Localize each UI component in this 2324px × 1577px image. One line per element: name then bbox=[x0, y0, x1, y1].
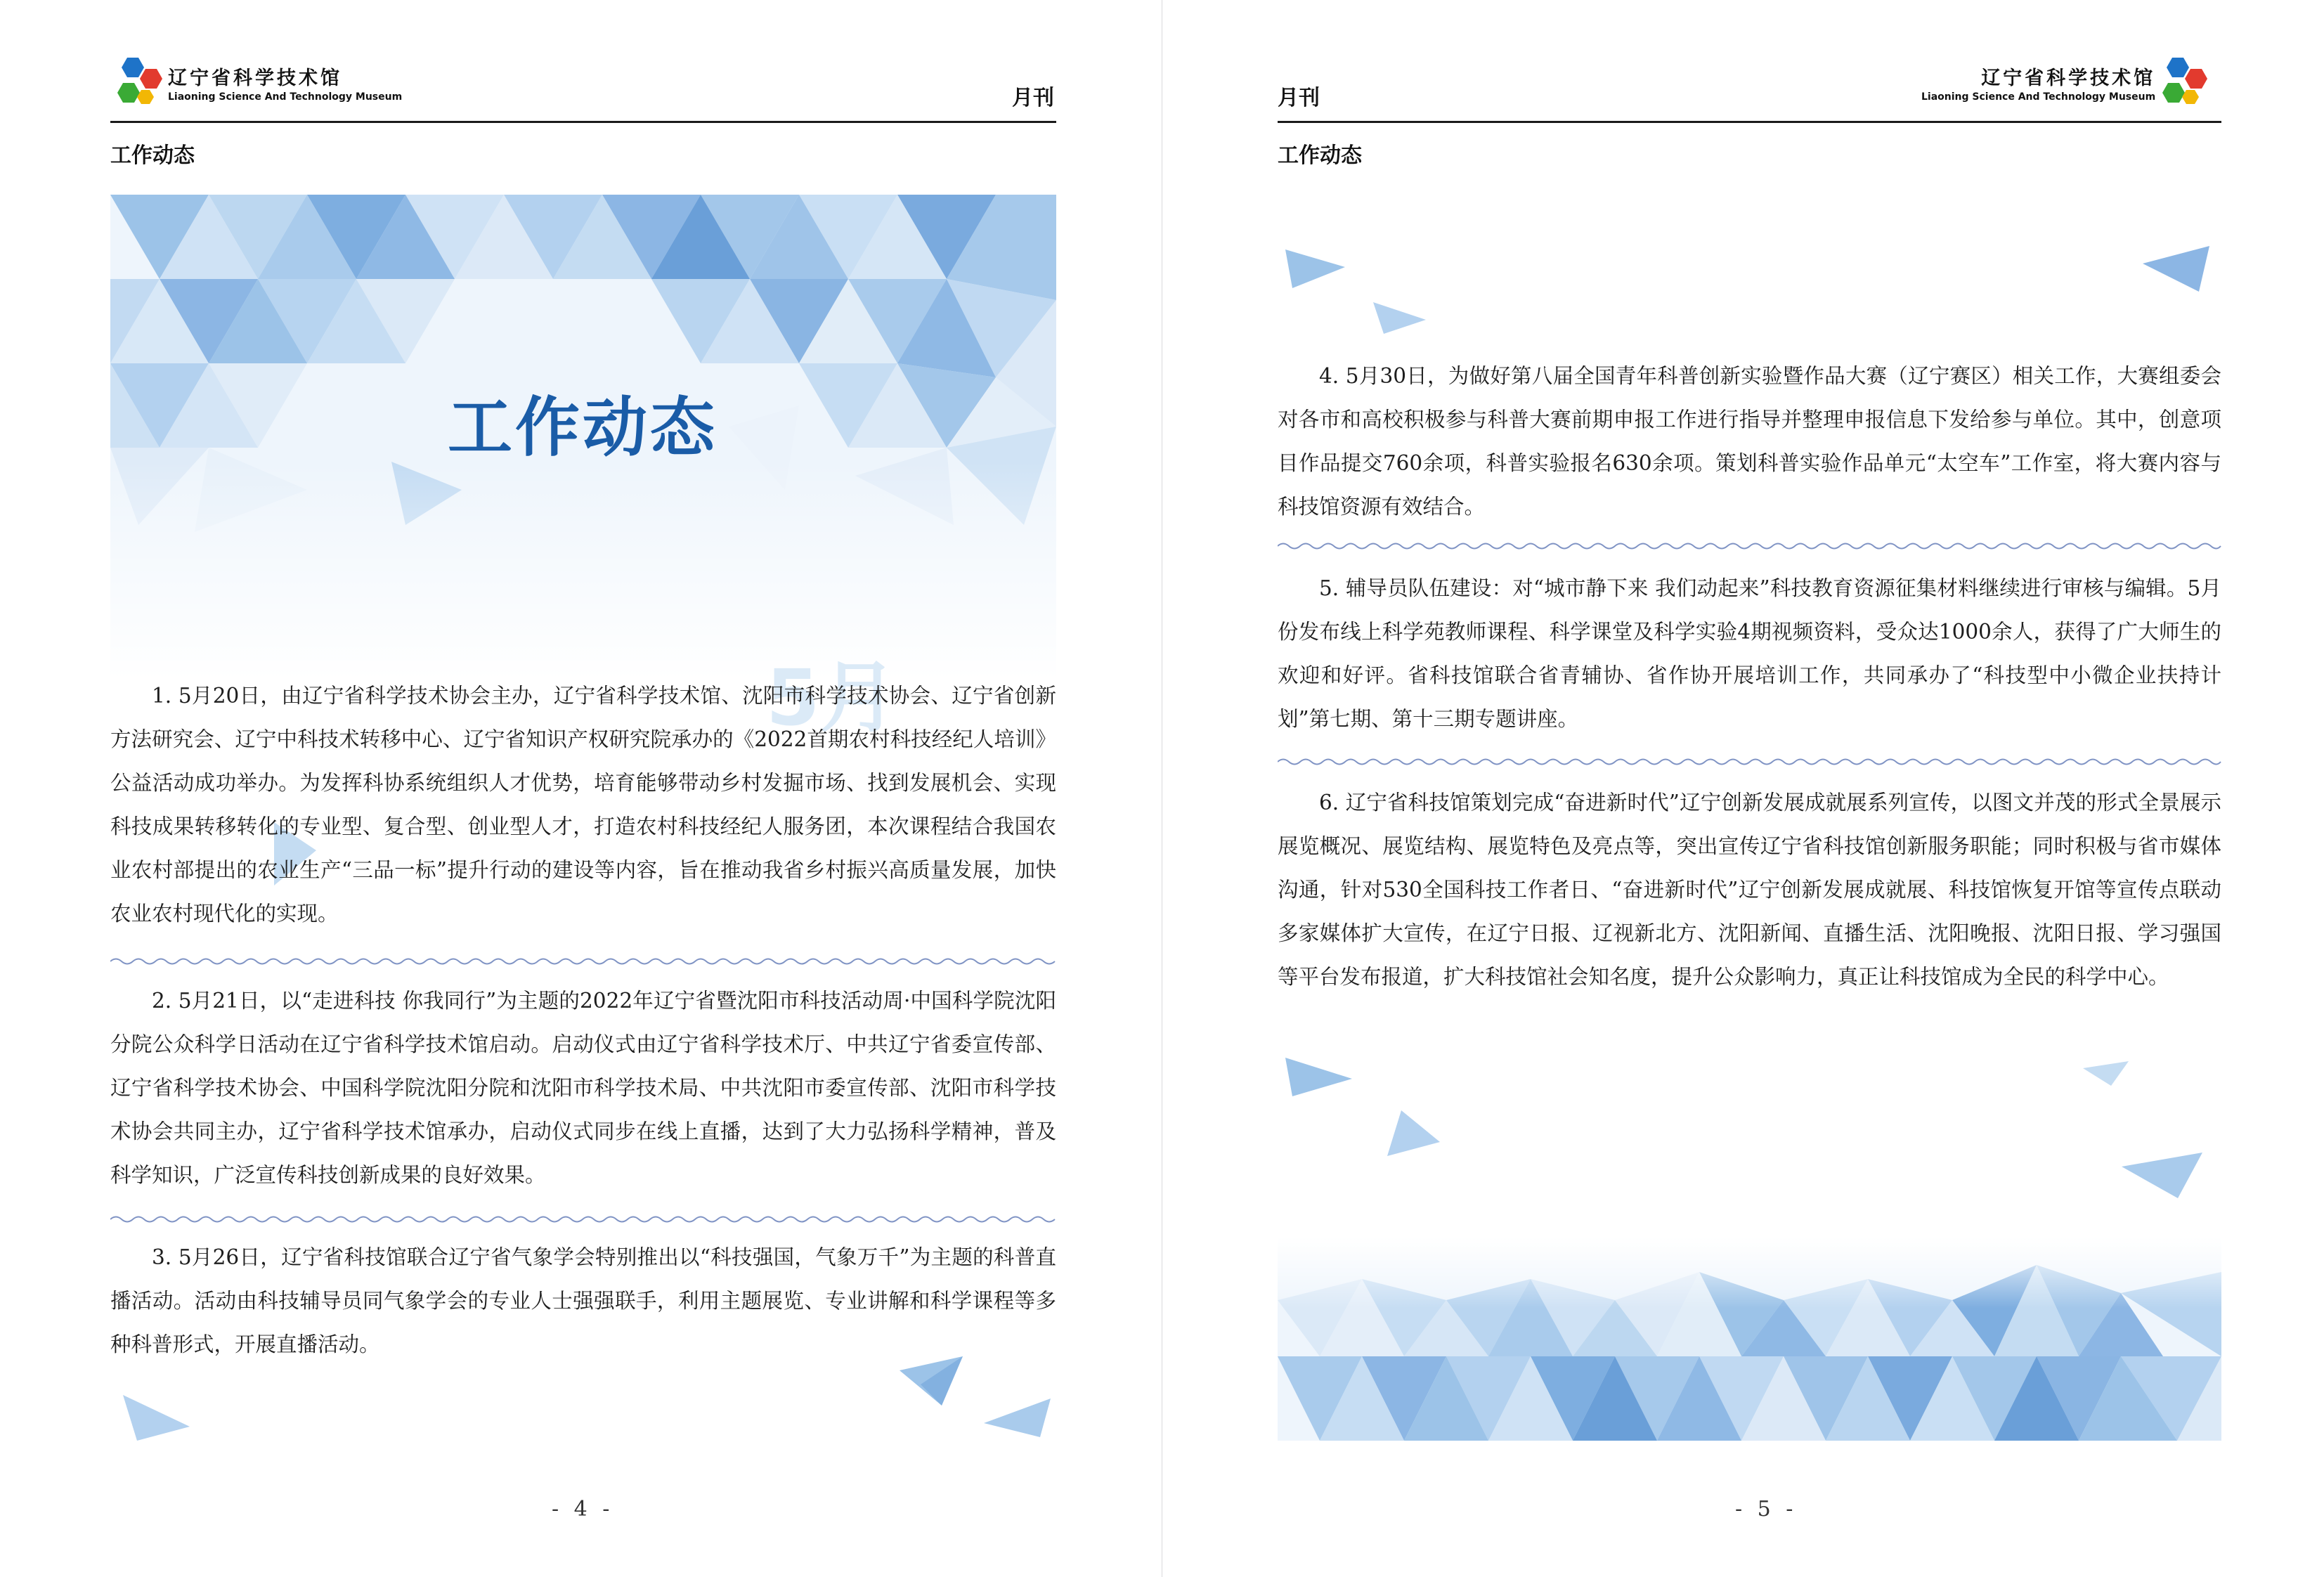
header-rule bbox=[1278, 121, 2221, 123]
triangle-decoration-icon bbox=[1373, 295, 1429, 337]
hexagon-logo-icon bbox=[2155, 55, 2213, 115]
triangle-decoration-icon bbox=[2143, 246, 2213, 295]
section-title: 工作动态 bbox=[1278, 143, 1362, 168]
header-rule bbox=[110, 121, 1056, 123]
triangle-decoration-icon bbox=[123, 1395, 193, 1444]
brand-name-en: Liaoning Science And Technology Museum bbox=[168, 91, 403, 103]
news-item-1: 1. 5月20日，由辽宁省科学技术协会主办，辽宁省科学技术馆、沈阳市科学技术协会、辽宁省创新方法研究会、辽宁中科技术转移中心、辽宁省知识产权研究院承办的《2022首期农村科技经纪人培训》公益活动成功举办。为发挥科协系统组织人才优势，培育能够带动乡村发掘市场、找到发展机会、实现科技成果转移转化的专业型、复合型、创业型人才，打造农村科技经纪人服务团，本次课程结合我国农业农村部提出的农业生产“三品一标”提升行动的建设等内容，旨在推动我省乡村振兴高质量发展，加快农业农村现代化的实现。 bbox=[110, 684, 1056, 926]
triangle-decoration-icon bbox=[2083, 1061, 2132, 1089]
page-number: - 4 - bbox=[552, 1497, 614, 1521]
month-watermark: 5月 bbox=[766, 653, 897, 743]
wave-divider-icon bbox=[110, 956, 1056, 966]
page-number: - 5 - bbox=[1735, 1497, 1798, 1521]
triangle-decoration-icon bbox=[2122, 1153, 2206, 1202]
brand-name-cn: 辽宁省科学技术馆 bbox=[1981, 67, 2156, 89]
news-item-5: 5. 辅导员队伍建设：对“城市静下来 我们动起来”科技教育资源征集材料继续进行审核与编辑。5月份发布线上科学苑教师课程、科学课堂及科学实验4期视频资料，受众达1000余人，获得了广大师生的欢迎和好评。省科技馆联合省青辅协、省作协开展培训工作，共同承办了“科技型中小微企业扶持计划”第七期、第十三期专题讲座。 bbox=[1278, 576, 2221, 731]
triangle-decoration-icon bbox=[984, 1398, 1054, 1441]
triangle-pattern-icon bbox=[1278, 1237, 2221, 1441]
monthly-label: 月刊 bbox=[1278, 86, 1320, 110]
monthly-label: 月刊 bbox=[1012, 86, 1054, 110]
brand-name-en: Liaoning Science And Technology Museum bbox=[1921, 91, 2156, 103]
wave-divider-icon bbox=[1278, 757, 2221, 767]
section-title: 工作动态 bbox=[110, 143, 195, 168]
wave-divider-icon bbox=[110, 1214, 1056, 1224]
banner-title: 工作动态 bbox=[448, 390, 718, 465]
news-item-2: 2. 5月21日，以“走进科技 你我同行”为主题的2022年辽宁省暨沈阳市科技活动周·中国科学院沈阳分院公众科学日活动在辽宁省科学技术馆启动。启动仪式由辽宁省科学技术厅、中共辽宁省委宣传部、辽宁省科学技术协会、中国科学院沈阳分院和沈阳市科学技术局、中共沈阳市委宣传部、沈阳市科学技术协会共同主办，辽宁省科学技术馆承办，启动仪式同步在线上直播，达到了大力弘扬科学精神，普及科学知识，广泛宣传科技创新成果的良好效果。 bbox=[110, 989, 1056, 1187]
museum-logo bbox=[110, 55, 402, 115]
wave-divider-icon bbox=[1278, 541, 2221, 551]
news-item-3: 3. 5月26日，辽宁省科技馆联合辽宁省气象学会特别推出以“科技强国，气象万千”为主题的科普直播活动。活动由科技辅导员同气象学会的专业人士强强联手，利用主题展览、专业讲解和科学课程等多种科普形式，开展直播活动。 bbox=[110, 1245, 1056, 1356]
brand-name-cn: 辽宁省科学技术馆 bbox=[168, 67, 342, 89]
right-page bbox=[1162, 0, 2324, 1577]
hexagon-logo-icon bbox=[110, 55, 168, 115]
triangle-decoration-icon bbox=[1387, 1110, 1443, 1160]
triangle-decoration-icon bbox=[1285, 1058, 1356, 1100]
news-item-6: 6. 辽宁省科技馆策划完成“奋进新时代”辽宁创新发展成就展系列宣传，以图文并茂的形式全景展示展览概况、展览结构、展览特色及亮点等，突出宣传辽宁省科技馆创新服务职能；同时积极与省市媒体沟通，针对530全国科技工作者日、“奋进新时代”辽宁创新发展成就展、科技馆恢复开馆等宣传点联动多家媒体扩大宣传，在辽宁日报、辽视新北方、沈阳新闻、直播生活、沈阳晚报、沈阳日报、学习强国等平台发布报道，扩大科技馆社会知名度，提升公众影响力，真正让科技馆成为全民的科学中心。 bbox=[1278, 791, 2221, 989]
news-item-4: 4. 5月30日，为做好第八届全国青年科普创新实验暨作品大赛（辽宁赛区）相关工作，大赛组委会对各市和高校积极参与科普大赛前期申报工作进行指导并整理申报信息下发给参与单位。其中，创意项目作品提交760余项，科普实验报名630余项。策划科普实验作品单元“太空车”工作室，将大赛内容与科技馆资源有效结合。 bbox=[1278, 364, 2221, 519]
triangle-decoration-icon bbox=[1285, 249, 1349, 292]
museum-logo bbox=[1921, 55, 2213, 115]
